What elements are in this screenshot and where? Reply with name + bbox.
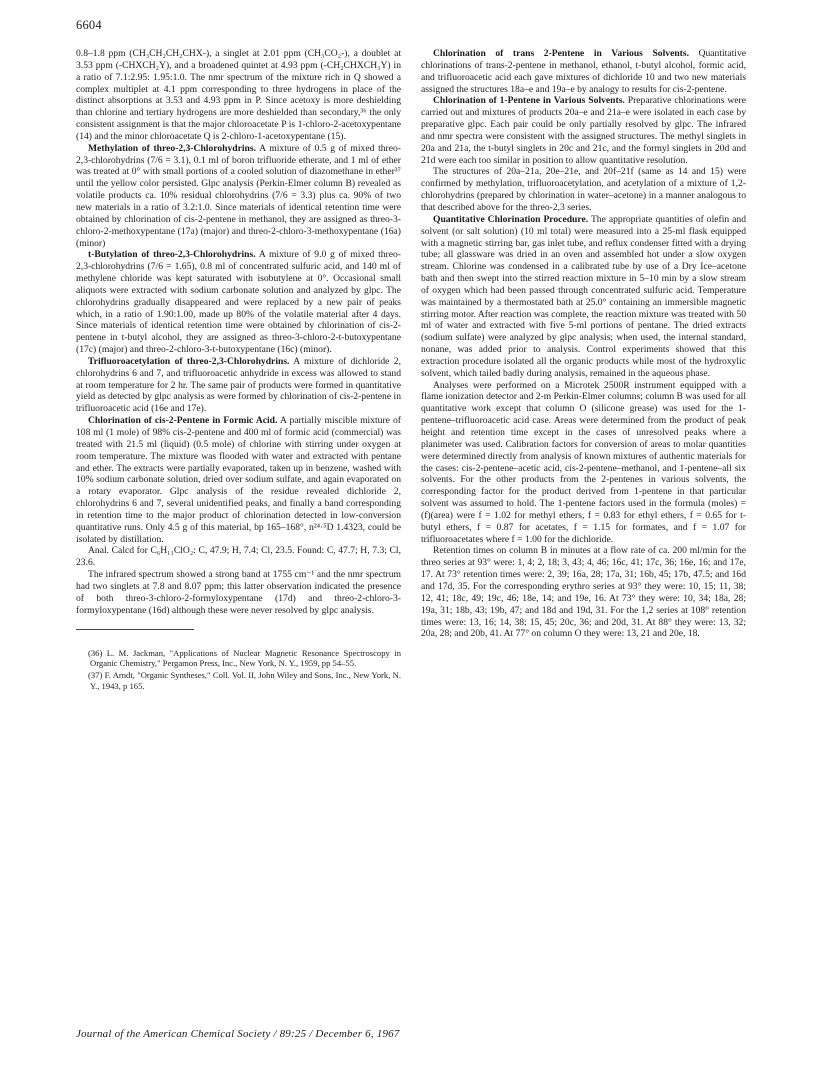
paragraph-text: Anal. Calcd for C₆H₁₁ClO₂: C, 47.9; H, 7.4; Cl, 23.5. Found: C, 47.7; H, 7.3; Cl, 23.6.	[76, 545, 401, 569]
left-paragraph	[76, 415, 401, 545]
footnote: (37) F. Arndt, "Organic Syntheses," Coll. Vol. II, John Wiley and Sons, Inc., New York, N. Y., 1943, p 165.	[88, 670, 401, 691]
section-run-head: Chlorination of cis-2-Pentene in Formic Acid.	[88, 415, 278, 427]
section-run-head: Chlorination of 1-Pentene in Various Solvents.	[433, 95, 625, 107]
paragraph-text: A mixture of 9.0 g of mixed threo-2,3-chlorohydrins (7/6 = 1.65), 0.8 ml of concentrated sulfuric acid, and 140 ml of methylene chloride was kept saturated with isobutylene at 0°. Occasional small aliquots were extracted with sodium carbonate solution and analyzed by glpc. The chlorohydrins gradually disappeared and were replaced by a new pair of peaks which, in a ratio of 1.90:1.00, made up 80% of the volatile material after 4 days. Since materials of identical retention time were obtained by chlorination of cis-2-pentene in t-butyl alcohol, they are assigned as threo-3-chloro-2-t-butoxypentane (17c) (major) and threo-2-chloro-3-t-butoxypentane (16c) (minor).	[76, 249, 401, 356]
right-body	[421, 48, 746, 640]
section-run-head: t-Butylation of threo-2,3-Chlorohydrins.	[88, 249, 256, 261]
paragraph-text: The infrared spectrum showed a strong band at 1755 cm⁻¹ and the nmr spectrum had two singlets at 7.8 and 8.07 ppm; this latter observation indicated the presence of both threo-3-chloro-2-formyloxypentane (17d) and threo-2-chloro-3-formyloxypentane (16d) although these were never resolved by glpc analysis.	[76, 569, 401, 616]
right-column	[421, 48, 746, 640]
section-run-head: Chlorination of trans 2-Pentene in Various Solvents.	[433, 48, 689, 59]
right-paragraph	[421, 380, 746, 546]
paragraph-text: A mixture of 0.5 g of mixed threo-2,3-chlorohydrins (7/6 = 3.1), 0.1 ml of boron trifluoride etherate, and 1 ml of ether was treated at 0° with small portions of a cooled solution of diazomethane in ether³⁷ until the yellow color persisted. Glpc analysis (Perkin-Elmer column B) revealed as volatile products ca. 10% residual chlorohydrins (7/6 = 3.3) plus ca. 90% of two new materials in a ratio of 3.2:1.0. Since materials of identical retention time were obtained by chlorination of cis-2-pentene in methanol, they are assigned as threo-3-chloro-2-methoxypentane (17a) (major) and threo-2-chloro-3-methoxypentane (16a) (minor)	[76, 142, 401, 249]
footnote-rule	[76, 629, 194, 636]
section-run-head: Methylation of threo-2,3-Chlorohydrins.	[88, 142, 257, 154]
left-paragraph	[76, 356, 401, 415]
right-paragraph	[421, 48, 746, 95]
left-paragraph	[76, 48, 401, 143]
journal-footer: Journal of the American Chemical Society / 89:25 / December 6, 1967	[76, 1028, 400, 1040]
paragraph-text: 0.8–1.8 ppm (CH₃CH₂CH₂CHX-), a singlet at 2.01 ppm (CH₃CO₂-), a doublet at 3.53 ppm (-CHXCH₂Y), and a broadened quintet at 4.93 ppm (-CH₂CHXCH₃Y) in a ratio of 7.1:2.95: 1.95:1.0. The nmr spectrum of the mixture rich in Q showed a complex multiplet at 4.1 ppm corresponding to three hydrogens in place of the distinct absorptions at 3.53 and 4.93 ppm in P. Since acetoxy is more deshielding than chlorine and tertiary hydrogens are more deshielded than secondary,³⁶ the only consistent assignment is that the major chloroacetate P is 1-chloro-2-acetoxypentane (14) and the minor chloroacetate Q is 2-chloro-1-acetoxypentane (15).	[76, 48, 401, 142]
footnotes	[76, 648, 401, 692]
paragraph-text: Analyses were performed on a Microtek 2500R instrument equipped with a flame ionization detector and 2-m Perkin-Elmer columns; column B was used for all quantitative work except that column O (silicone grease) was used for the 1-pentene–trifluoroacetic acid case. Areas were determined from the product of peak height and retention time except in the cases of unresolved peaks where a planimeter was used. Calibration factors for conversion of areas to molar quantities were determined directly from analysis of known mixtures of authentic materials for the cases: cis-2-pentene–acetic acid, cis-2-pentene–methanol, and 1-pentene–all six solvents. For the other products from the 2-pentenes in various solvents, the corresponding factor for the product derived from 1-pentene in that particular solvent was assumed to hold. The 1-pentene factors used in the formula (moles) = (f)(area) were f = 1.02 for methyl ethers, f = 0.83 for ethyl ethers, f = 0.65 for t-butyl ethers, f = 0.87 for acetates, f = 1.15 for formates, and f = 1.07 for trifluoroacetates where f = 1.00 for the dichloride.	[421, 379, 746, 545]
section-run-head: Quantitative Chlorination Procedure.	[433, 213, 589, 225]
right-paragraph	[421, 214, 746, 380]
left-paragraph	[76, 143, 401, 250]
left-paragraph	[76, 545, 401, 569]
footnote: (36) L. M. Jackman, "Applications of Nuclear Magnetic Resonance Spectroscopy in Organic Chemistry," Pergamon Press, Inc., New York, N. Y., 1959, pp 54–55.	[88, 647, 401, 668]
right-paragraph	[421, 95, 746, 166]
section-run-head: Trifluoroacetylation of threo-2,3-Chlorohydrins.	[88, 355, 290, 367]
paragraph-text: Retention times on column B in minutes at a flow rate of ca. 200 ml/min for the threo series at 93° were: 1, 4; 2, 18; 3, 43; 4, 46; 16c, 41; 17c, 36; 16e, 16; and 17e, 17. At 73° retention times were: 2, 39; 16a, 28; 17a, 31; 16b, 45; 17b, 47.5; and 16d and 17d, 35. For the corresponding erythro series at 93° they were: 10, 15; 11, 38; 12, 41; 18c, 49; 19c, 46; 18e, 14; and 19e, 16. At 73° they were: 10, 34; 18a, 28; 19a, 31; 18b, 43; 19b, 47; and 18d and 19d, 31. For the 1,2 series at 108° retention times were: 13, 16; 14, 38; 15, 45; 20c, 36; and 20d, 31. At 88° they were: 13, 32; 20a, 28; and 20b, 41. At 77° on column O they were: 13, 21 and 20e, 18.	[421, 545, 746, 640]
paragraph-text: The structures of 20a–21a, 20e–21e, and 20f–21f (same as 14 and 15) were confirmed by methylation, trifluoroacetylation, and acetylation of a mixture of 1,2-chlorohydrins (prepared by chlorination in water–acetone) in a manner analogous to that described above for the threo-2,3 series.	[421, 166, 746, 213]
left-column	[76, 48, 401, 693]
page-number: 6604	[76, 18, 102, 32]
left-paragraph	[76, 569, 401, 616]
left-body	[76, 48, 401, 617]
paragraph-text: The appropriate quantities of olefin and solvent (or salt solution) (10 ml total) were measured into a 25-ml flask equipped with a magnetic stirring bar, gas inlet tube, and reflux condenser fitted with a drying tube; all glassware was dried in an oven and assembled hot under a slow oxygen stream. Chlorine was condensed in a calibrated tube by use of a Dry Ice–acetone bath and then swept into the stirred reaction mixture in 5–10 min by a slow stream of oxygen which had been passed through concentrated sulfuric acid. Temperature was maintained by a thermostated bath at 25.0° containing an immersible magnetic stirring motor. After reaction was complete, the reaction mixture was treated with 50 ml of water and extracted with five 5-ml portions of pentane. The dried extracts (sodium sulfate) were analyzed by glpc analysis; when used, the internal standard, nonane, was added prior to analysis. Control experiments showed that this extraction procedure isolated all the organic products while most of the hydroxylic solvent, which tailed badly during analysis, remained in the aqueous phase.	[421, 213, 746, 379]
paragraph-text: A partially miscible mixture of 108 ml (1 mole) of 98% cis-2-pentene and 400 ml of formic acid (commercial) was treated with 21.5 ml (liquid) (0.5 mole) of chlorine with stirring under oxygen at room temperature. The mixture was flooded with water and extracted with pentane and ether. The extracts were partially evaporated, taken up in benzene, washed with 10% sodium carbonate solution, dried over sodium sulfate, and again evaporated on a rotary evaporator. Glpc analysis of the residue revealed dichloride 2, chlorohydrins 6 and 7, several unidentified peaks, and finally a band corresponding in retention time to the major product of chlorination detected in low-conversion quantitative runs. Only 4.5 g of this material, bp 165–168°, n²⁴·⁵D 1.4323, could be isolated by distillation.	[76, 415, 401, 545]
paragraph-text: Preparative chlorinations were carried out and mixtures of products 20a–e and 21a–e were isolated in each case by preparative glpc. Each pair could be only partially resolved by glpc. The infrared and nmr spectra were consistent with the assigned structures. The methyl singlets in 20a and 21a, the t-butyl singlets in 20c and 21c, and the formyl singlets in 20d and 21d were each too similar in position to allow quantitative resolution.	[421, 95, 746, 166]
right-paragraph	[421, 166, 746, 213]
right-paragraph	[421, 545, 746, 640]
paragraph-text: A mixture of dichloride 2, chlorohydrins 6 and 7, and trifluoroacetic anhydride in excess was allowed to stand at room temperature for 2 hr. The same pair of products were formed in quantitative yield as detected by glpc analysis as were formed by chlorination of cis-2-pentene in trifluoroacetic acid (16e and 17e).	[76, 355, 401, 415]
paragraph-text: Quantitative chlorinations of trans-2-pentene in methanol, ethanol, t-butyl alcohol, formic acid, and trifluoroacetic acid each gave mixtures of dichloride 10 and two new materials assigned the structures 18a–e and 19a–e by analogy to results for cis-2-pentene.	[421, 48, 746, 95]
left-paragraph	[76, 249, 401, 356]
